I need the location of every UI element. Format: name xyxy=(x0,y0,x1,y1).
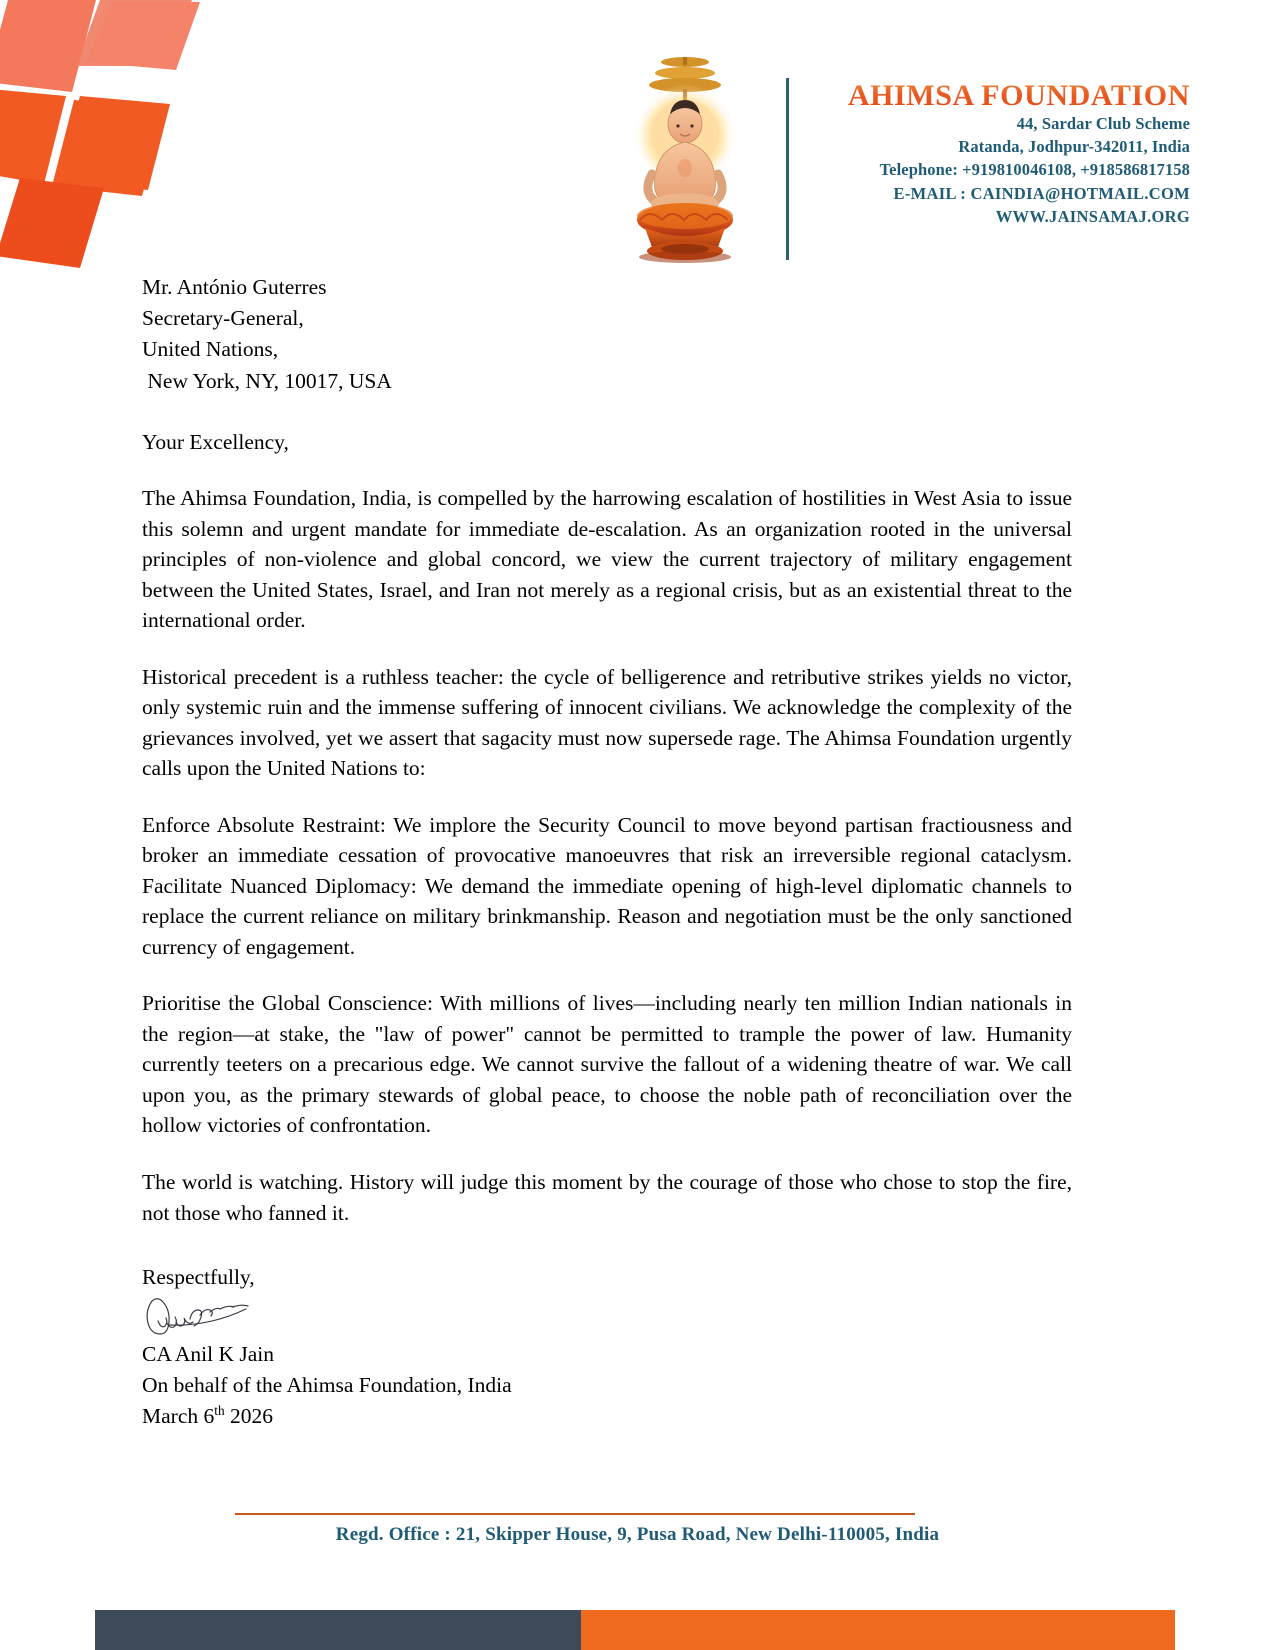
date-prefix: March 6 xyxy=(142,1403,215,1428)
letterhead-address-line-2: Ratanda, Jodhpur-342011, India xyxy=(958,136,1190,156)
date-ordinal-suffix: th xyxy=(214,1402,225,1418)
recipient-address xyxy=(142,272,1072,397)
organization-name: AHIMSA FOUNDATION xyxy=(798,80,1190,112)
letterhead-telephone: Telephone: +919810046108, +918586817158 xyxy=(879,160,1190,180)
letterhead-website: WWW.JAINSAMAJ.ORG xyxy=(995,207,1190,227)
closing: Respectfully, xyxy=(142,1265,255,1290)
footer-color-bar xyxy=(95,1610,1175,1650)
body-paragraph: Prioritise the Global Conscience: With millions of lives—including nearly ten million Indian nationals in the region—at stake, the "law of power" cannot be permitted to trample the power of law. Humanity currently teeters on a precarious edge. We cannot survive the fallout of a widening theatre of war. We call upon you, as the primary stewards of global peace, to choose the noble path of reconciliation over the hollow victories of confrontation. xyxy=(142,991,1072,1138)
recipient-line: Mr. António Guterres xyxy=(142,275,327,299)
letterhead-address-line-1: 44, Sardar Club Scheme xyxy=(1016,113,1190,133)
recipient-line: Secretary-General, xyxy=(142,306,304,331)
letterhead-text xyxy=(798,80,1190,229)
letterhead-divider xyxy=(786,78,789,260)
salutation: Your Excellency, xyxy=(142,429,289,454)
handwritten-signature-icon xyxy=(142,1295,372,1339)
body-paragraph: The world is watching. History will judge this moment by the courage of those who chose to stop the fire, not those who fanned it. xyxy=(142,1170,1072,1225)
recipient-line: United Nations, xyxy=(142,337,279,362)
signer-name: CA Anil K Jain xyxy=(142,1341,275,1366)
footer-divider xyxy=(235,1513,915,1515)
jain-tirthankara-icon xyxy=(590,48,780,263)
registered-office-text: Regd. Office : 21, Skipper House, 9, Pusa Road, New Delhi-110005, India xyxy=(335,1524,940,1545)
letterhead xyxy=(590,30,1190,260)
letter-date xyxy=(142,1401,1072,1432)
letterhead-email: E-MAIL : CAINDIA@HOTMAIL.COM xyxy=(893,183,1190,203)
footer-bar-dark-segment xyxy=(95,1610,581,1650)
letter-body xyxy=(142,272,1072,1432)
body-paragraph: The Ahimsa Foundation, India, is compelled by the harrowing escalation of hostilities in West Asia to issue this solemn and urgent mandate for immediate de-escalation. As an organization rooted in the universal principles of non-violence and global concord, we view the current trajectory of military engagement between the United States, Israel, and Iran not merely as a regional crisis, but as an existential threat to the international order. xyxy=(142,486,1072,633)
date-year: 2026 xyxy=(224,1403,273,1428)
signer-affiliation: On behalf of the Ahimsa Foundation, India xyxy=(142,1372,512,1397)
geometric-squares-icon xyxy=(0,0,250,290)
body-paragraph: Historical precedent is a ruthless teacher: the cycle of belligerence and retributive strikes yields no victor, only systemic ruin and the immense suffering of innocent civilians. We acknowledge the complexity of the grievances involved, yet we assert that sagacity must now supersede rage. The Ahimsa Foundation urgently calls upon the United Nations to: xyxy=(142,664,1072,781)
body-paragraph: Enforce Absolute Restraint: We implore the Security Council to move beyond partisan fractiousness and broker an immediate cessation of provocative manoeuvres that risk an irreversible regional cataclysm. Facilitate Nuanced Diplomacy: We demand the immediate opening of high-level diplomatic channels to replace the current reliance on military brinkmanship. Reason and negotiation must be the only sanctioned currency of engagement. xyxy=(142,812,1072,959)
footer-bar-orange-segment xyxy=(581,1610,1175,1650)
recipient-line: New York, NY, 10017, USA xyxy=(142,368,392,393)
